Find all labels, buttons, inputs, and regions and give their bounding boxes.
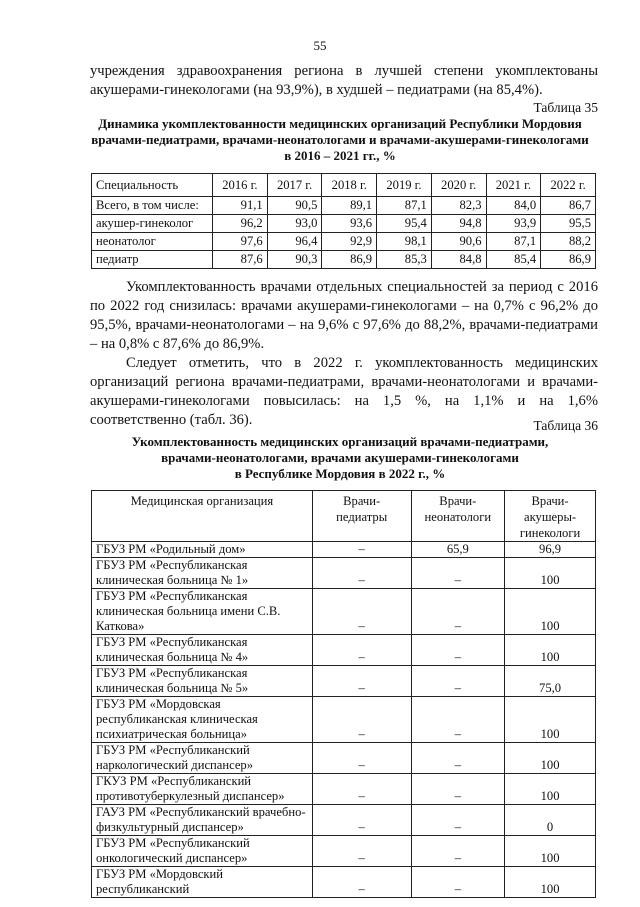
value-cell: 100 xyxy=(505,697,596,743)
paragraph-increase: Следует отметить, что в 2022 г. укомплектованность медицинских организаций региона врачами-педиатрами, врачами-неонатологами и врачами-акушерами-гинекологами повысилась: на 1,5 %, на 1,1% и на 1,6% соответственно (табл. 36). xyxy=(90,355,598,428)
table-row xyxy=(92,215,596,233)
value-cell: 100 xyxy=(505,774,596,805)
value-cell: – xyxy=(312,836,411,867)
value-cell: 94,8 xyxy=(431,215,486,233)
value-cell: – xyxy=(411,836,505,867)
value-cell: 86,9 xyxy=(541,251,596,269)
value-cell: – xyxy=(411,697,505,743)
column-header: 2016 г. xyxy=(213,174,268,197)
table-row xyxy=(92,233,596,251)
table-header-row xyxy=(92,174,596,197)
value-cell: 90,3 xyxy=(267,251,322,269)
value-cell: – xyxy=(411,805,505,836)
value-cell: 87,1 xyxy=(377,197,432,215)
organization-cell: ГБУЗ РМ «Мордовский республиканский xyxy=(92,867,313,898)
paragraph-decrease: Укомплектованность врачами отдельных специальностей за период с 2016 по 2022 год снизилась: врачами акушерами-гинекологами – на 0,7% с 96,2% до 95,5%, врачами-неонатологами – на 9,6% с 97,6% до 88,2%, врачами-педиатрами – на 0,8% с 87,6% до 86,9%. xyxy=(90,279,598,352)
value-cell: 91,1 xyxy=(213,197,268,215)
column-header: 2018 г. xyxy=(322,174,377,197)
value-cell: 84,8 xyxy=(431,251,486,269)
organization-cell: ГАУЗ РМ «Республиканский врачебно-физкультурный диспансер» xyxy=(92,805,313,836)
value-cell: 85,4 xyxy=(486,251,541,269)
column-header: 2019 г. xyxy=(377,174,432,197)
value-cell: 90,6 xyxy=(431,233,486,251)
column-header: 2017 г. xyxy=(267,174,322,197)
value-cell: 93,6 xyxy=(322,215,377,233)
specialty-cell: неонатолог xyxy=(92,233,213,251)
intro-paragraph: учреждения здравоохранения региона в лучшей степени укомплектованы акушерами-гинекологами (на 93,9%), в худшей – педиатрами (на 85,4%). xyxy=(90,63,598,98)
value-cell: – xyxy=(312,589,411,635)
table35-title xyxy=(70,116,610,164)
column-header: Специальность xyxy=(92,174,213,197)
table-row xyxy=(92,666,596,697)
table35-title-line: Динамика укомплектованности медицинских организаций Республики Мордовия xyxy=(98,116,582,131)
value-cell: – xyxy=(411,558,505,589)
value-cell: – xyxy=(411,867,505,898)
value-cell: – xyxy=(312,558,411,589)
column-header: 2020 г. xyxy=(431,174,486,197)
value-cell: 87,1 xyxy=(486,233,541,251)
value-cell: – xyxy=(411,774,505,805)
value-cell: 100 xyxy=(505,558,596,589)
organization-cell: ГБУЗ РМ «Республиканская клиническая больница № 1» xyxy=(92,558,313,589)
column-header: 2022 г. xyxy=(541,174,596,197)
value-cell: 96,9 xyxy=(505,542,596,558)
value-cell: – xyxy=(312,635,411,666)
organization-cell: ГБУЗ РМ «Республиканский наркологический диспансер» xyxy=(92,743,313,774)
table35-title-line: в 2016 – 2021 гг., % xyxy=(284,148,396,163)
value-cell: 86,7 xyxy=(541,197,596,215)
value-cell: 96,4 xyxy=(267,233,322,251)
value-cell: 100 xyxy=(505,635,596,666)
table-row xyxy=(92,251,596,269)
table36-title-line: в Республике Мордовия в 2022 г., % xyxy=(234,466,446,481)
value-cell: 95,5 xyxy=(541,215,596,233)
value-cell: – xyxy=(312,867,411,898)
specialty-cell: Всего, в том числе: xyxy=(92,197,213,215)
table-row xyxy=(92,805,596,836)
value-cell: – xyxy=(312,774,411,805)
organization-cell: ГБУЗ РМ «Родильный дом» xyxy=(92,542,313,558)
specialty-cell: акушер-гинеколог xyxy=(92,215,213,233)
table35-label: Таблица 35 xyxy=(533,100,598,115)
organization-cell: ГБУЗ РМ «Республиканский онкологический диспансер» xyxy=(92,836,313,867)
value-cell: – xyxy=(312,542,411,558)
value-cell: 96,2 xyxy=(213,215,268,233)
column-header: Врачи-акушеры-гинекологи xyxy=(505,491,596,542)
table-row xyxy=(92,589,596,635)
page-number: 55 xyxy=(313,38,327,53)
value-cell: – xyxy=(411,635,505,666)
value-cell: 85,3 xyxy=(377,251,432,269)
table36-title-line: врачами-неонатологами, врачами акушерами-гинекологами xyxy=(161,450,519,465)
organization-cell: ГБУЗ РМ «Республиканская клиническая больница имени С.В. Каткова» xyxy=(92,589,313,635)
specialty-cell: педиатр xyxy=(92,251,213,269)
value-cell: 100 xyxy=(505,743,596,774)
organization-cell: ГКУЗ РМ «Республиканский противотуберкулезный диспансер» xyxy=(92,774,313,805)
value-cell: 88,2 xyxy=(541,233,596,251)
value-cell: 86,9 xyxy=(322,251,377,269)
table-header-row xyxy=(92,491,596,542)
staffing-dynamics-table xyxy=(91,173,596,269)
table-row xyxy=(92,697,596,743)
table-row xyxy=(92,197,596,215)
value-cell: 95,4 xyxy=(377,215,432,233)
value-cell: 82,3 xyxy=(431,197,486,215)
organization-cell: ГБУЗ РМ «Республиканская клиническая больница № 4» xyxy=(92,635,313,666)
column-header: Врачи-педиатры xyxy=(312,491,411,542)
value-cell: 97,6 xyxy=(213,233,268,251)
table-row xyxy=(92,542,596,558)
column-header: Медицинская организация xyxy=(92,491,313,542)
value-cell: 89,1 xyxy=(322,197,377,215)
value-cell: – xyxy=(411,666,505,697)
value-cell: 0 xyxy=(505,805,596,836)
value-cell: – xyxy=(312,805,411,836)
value-cell: 100 xyxy=(505,836,596,867)
column-header: 2021 г. xyxy=(486,174,541,197)
value-cell: – xyxy=(411,589,505,635)
value-cell: 84,0 xyxy=(486,197,541,215)
value-cell: 93,9 xyxy=(486,215,541,233)
table-row xyxy=(92,558,596,589)
table-row xyxy=(92,635,596,666)
value-cell: 92,9 xyxy=(322,233,377,251)
value-cell: – xyxy=(312,666,411,697)
value-cell: 98,1 xyxy=(377,233,432,251)
organization-cell: ГБУЗ РМ «Мордовская республиканская клиническая психиатрическая больница» xyxy=(92,697,313,743)
column-header: Врачи-неонатологи xyxy=(411,491,505,542)
value-cell: 100 xyxy=(505,867,596,898)
value-cell: 75,0 xyxy=(505,666,596,697)
value-cell: 90,5 xyxy=(267,197,322,215)
value-cell: 93,0 xyxy=(267,215,322,233)
value-cell: 87,6 xyxy=(213,251,268,269)
value-cell: – xyxy=(312,743,411,774)
organization-cell: ГБУЗ РМ «Республиканская клиническая больница № 5» xyxy=(92,666,313,697)
table36-label: Таблица 36 xyxy=(533,418,598,433)
value-cell: – xyxy=(312,697,411,743)
table-row xyxy=(92,743,596,774)
value-cell: 65,9 xyxy=(411,542,505,558)
table36-title xyxy=(70,434,610,482)
table-row xyxy=(92,836,596,867)
value-cell: 100 xyxy=(505,589,596,635)
table-row xyxy=(92,867,596,898)
table-row xyxy=(92,774,596,805)
value-cell: – xyxy=(411,743,505,774)
table35-title-line: врачами-педиатрами, врачами-неонатологами и врачами-акушерами-гинекологами xyxy=(91,132,589,147)
table36-title-line: Укомплектованность медицинских организаций врачами-педиатрами, xyxy=(131,434,549,449)
organization-staffing-table xyxy=(91,490,596,898)
